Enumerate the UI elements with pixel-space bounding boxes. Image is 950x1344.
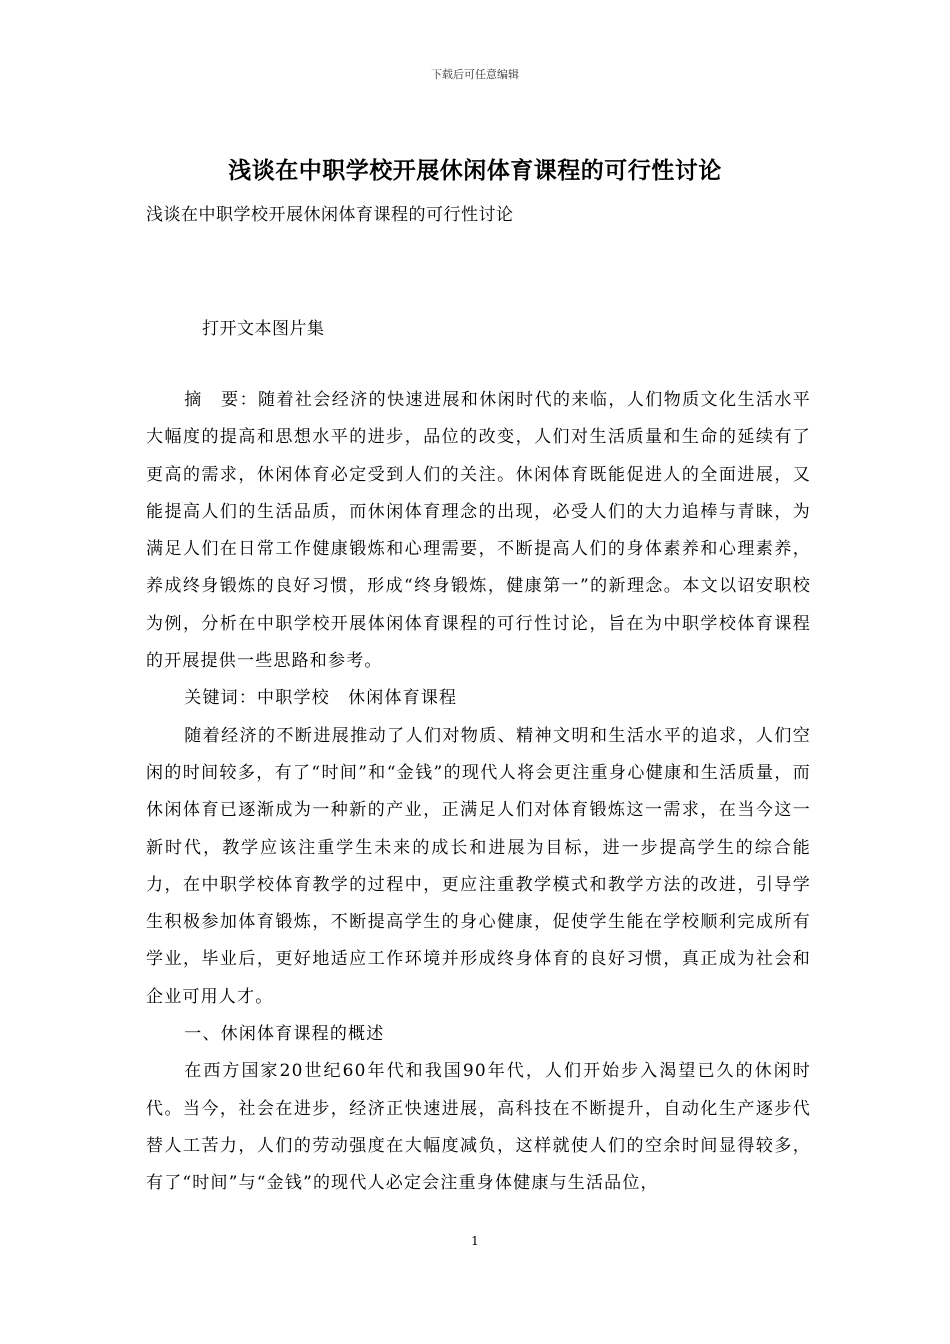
section-paragraph: 在西方国家20世纪60年代和我国90年代，人们开始步入渴望已久的休闲时代。当今，社会在进步，经济正快速进展，高科技在不断提升，自动化生产逐步代替人工苦力，人们的劳动强度在大幅度减负，这样就使人们的空余时间显得较多，有了“时间”与“金钱”的现代人必定会注重身体健康与生活品位，: [146, 1061, 811, 1194]
page-number: 1: [471, 1234, 479, 1248]
open-image-set-link[interactable]: 打开文本图片集: [202, 319, 325, 339]
keywords-paragraph: 关键词：中职学校 休闲体育课程: [184, 688, 458, 709]
intro-paragraph: 随着经济的不断进展推动了人们对物质、精神文明和生活水平的追求，人们空闲的时间较多，有了“时间”和“金钱”的现代人将会更注重身心健康和生活质量，而休闲体育已逐渐成为一种新的产业，正满足人们对体育锻炼这一需求，在当今这一新时代，教学应该注重学生未来的成长和进展为目标，进一步提高学生的综合能力，在中职学校体育教学的过程中，更应注重教学模式和教学方法的改进，引导学生积极参加体育锻炼，不断提高学生的身心健康，促使学生能在学校顺利完成所有学业，毕业后，更好地适应工作环境并形成终身体育的良好习惯，真正成为社会和企业可用人才。: [146, 725, 811, 1007]
header-note: 下载后可任意编辑: [431, 68, 519, 81]
section-heading: 一、休闲体育课程的概述: [184, 1024, 385, 1045]
abstract-paragraph: 摘 要：随着社会经济的快速进展和休闲时代的来临，人们物质文化生活水平大幅度的提高和思想水平的进步，品位的改变，人们对生活质量和生命的延续有了更高的需求，休闲体育必定受到人们的关注。休闲体育既能促进人的全面进展，又能提高人们的生活品质，而休闲体育理念的出现，必受人们的大力追棒与青睐，为满足人们在日常工作健康锻炼和心理需要，不断提高人们的身体素养和心理素养，养成终身锻炼的良好习惯，形成“终身锻炼，健康第一”的新理念。本文以诏安职校为例，分析在中职学校开展体闲体育课程的可行性讨论，旨在为中职学校体育课程的开展提供一些思路和参考。: [146, 390, 811, 672]
document-subtitle: 浅谈在中职学校开展休闲体育课程的可行性讨论: [146, 205, 514, 225]
document-title: 浅谈在中职学校开展休闲体育课程的可行性讨论: [228, 157, 722, 184]
body-text: [146, 382, 811, 1203]
